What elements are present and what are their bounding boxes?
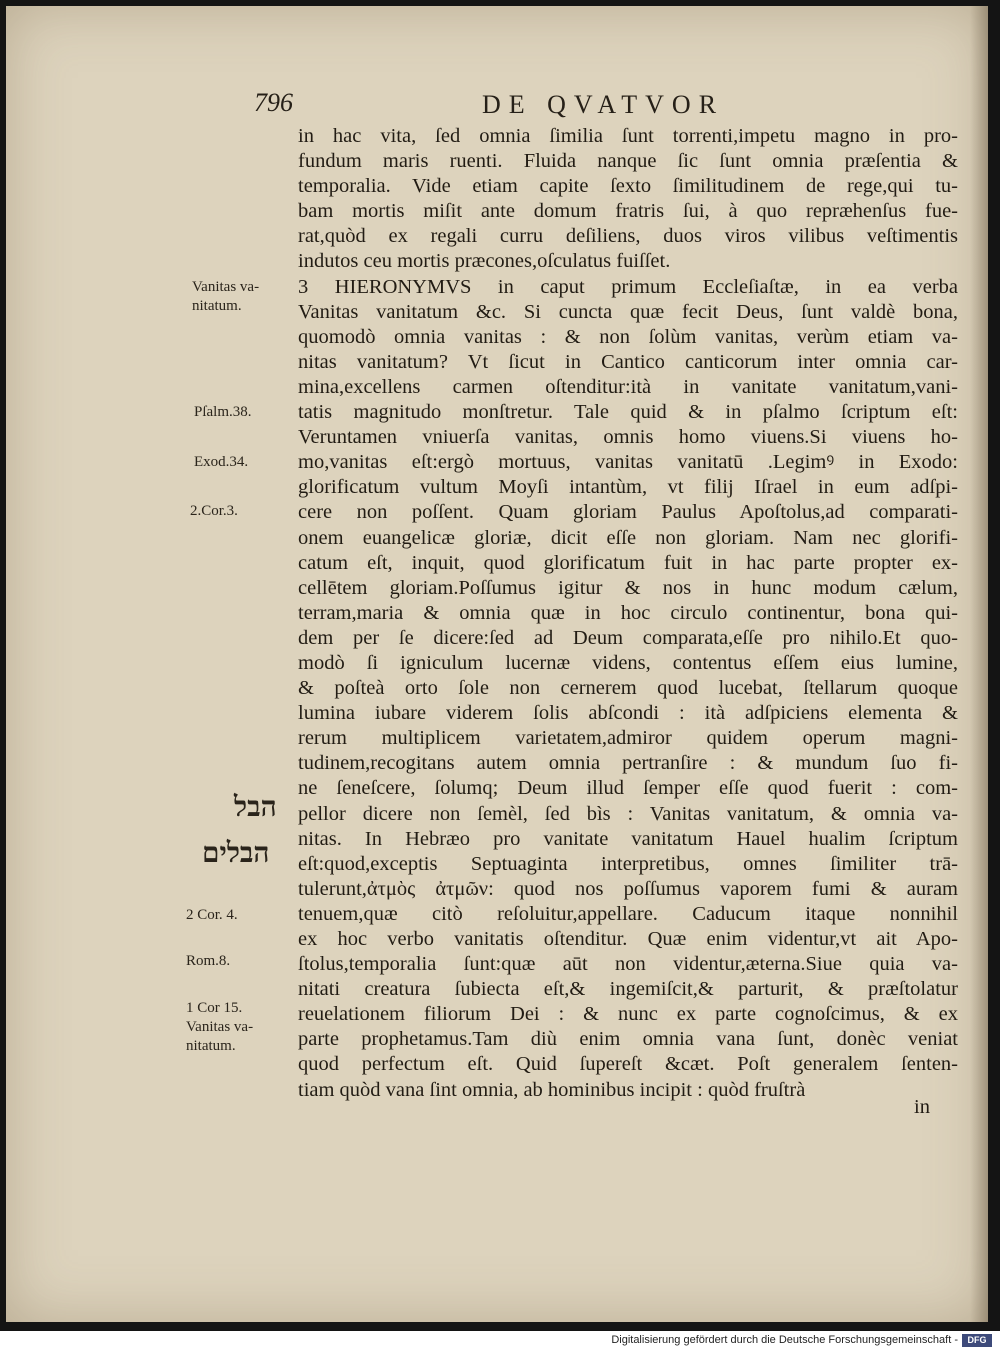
text-line: onem euangelicæ gloriæ, dicit eſſe non gloriam. Nam nec glorifi- [298, 526, 958, 549]
text-line: modò ſi igniculum lucernæ videns, contentus eſſem eius lumine, [298, 651, 958, 674]
text-line: fundum maris ruenti. Fluida nanque ſic ſunt omnia præſentia & [298, 150, 958, 173]
text-line: Veruntamen vniuerſa vanitas, omnis homo viuens.Si viuens ho- [298, 426, 958, 449]
margin-note-2cor-3: 2.Cor.3. [190, 503, 238, 519]
text-line: indutos ceu mortis præcones,oſculatus fuiſſet. [298, 250, 671, 273]
text-line: dem per ſe dicere:ſed ad Deum comparata,eſſe pro nihilo.Et quo- [298, 626, 958, 649]
dfg-logo: DFG [962, 1334, 992, 1347]
text-line: tiam quòd vana ſint omnia, ab hominibus incipit : quòd fruſtrà [298, 1078, 806, 1101]
margin-note-vanitas-2a: Vanitas va- [186, 1019, 254, 1035]
text-line: terram,maria & omnia quæ in hoc circulo continentur, bona qui- [298, 601, 958, 624]
text-line: pellor dicere non ſemèl, ſed bìs : Vanitas vanitatum, & omnia va- [298, 802, 958, 825]
margin-note-2cor-4: 2 Cor. 4. [186, 907, 238, 923]
page-edge-shadow [970, 6, 988, 1322]
text-line: in hac vita, ſed omnia ſimilia ſunt torrenti,impetu magno in pro- [298, 125, 958, 147]
text-line: ſtolus,temporalia ſunt:quæ aūt non videntur,æterna.Siue quia va- [298, 953, 958, 976]
page-header [6, 88, 988, 122]
text-line: Vanitas vanitatum &c. Si cuncta quæ fecit Deus, ſunt valdè bona, [298, 300, 958, 323]
main-text-block [298, 124, 958, 1103]
text-line: ne ſeneſcere, ſolumq; Deum illud ſemper eſſe quod fuerit : com- [298, 777, 958, 800]
text-line: lumina iubare viderem ſolis abſcondi : ità adſpiciens elementa & [298, 702, 958, 725]
text-line: catum eſt, inquit, quod glorificatum fuit in hac parte propter ex- [298, 551, 958, 574]
margin-note-vanitas-1b: nitatum. [192, 298, 242, 314]
margin-note-vanitas-1a: Vanitas va- [192, 279, 260, 295]
text-line: cellētem gloriam.Poſſumus igitur & nos in hunc modum cælum, [298, 576, 958, 599]
margin-note-1cor-15: 1 Cor 15. [186, 1000, 243, 1016]
text-line: 3 HIERONYMVS in caput primum Eccleſiaſtæ, in ea verba [298, 275, 958, 298]
text-line: quod perfectum eſt. Quid ſupereſt &cæt. Poſt generalem ſenten- [298, 1053, 958, 1076]
text-line: quomodò omnia vanitas : & non ſolùm vanitas, verùm etiam va- [298, 325, 958, 348]
text-line: parte prophetamus.Tam diù enim omnia vana ſunt, donèc veniat [298, 1028, 958, 1051]
margin-note-exodus: Exod.34. [194, 454, 249, 470]
running-head: DE QVATVOR [482, 90, 725, 119]
margin-note-romans: Rom.8. [186, 953, 231, 969]
text-line: & poſteà orto ſole non cernerem quod lucebat, ſtellarum quoque [298, 677, 958, 700]
text-line: tudinem,recogitans autem omnia pertranſire : & mundum ſuo fi- [298, 752, 958, 775]
text-line: eſt:quod,exceptis Septuaginta interpretibus, omnes ſimiliter trā- [298, 852, 958, 875]
text-line: cere non poſſent. Quam gloriam Paulus Apoſtolus,ad comparati- [298, 501, 958, 524]
text-line: glorificatum vultum Moyſi intantùm, vt filij Iſrael in eum adſpi- [298, 476, 958, 499]
margin-hebrew-havalim: הבלים [202, 838, 270, 869]
page-number: 796 [254, 88, 293, 117]
book-page [6, 6, 988, 1322]
catchword: in [914, 1096, 930, 1118]
text-line: reuelationem filiorum Dei : & nunc ex parte cognoſcimus, & ex [298, 1003, 958, 1026]
margin-note-psalm: Pſalm.38. [194, 404, 252, 420]
text-line: bam mortis miſit ante domum fratris ſui, à quo repræhenſus fue- [298, 200, 958, 223]
text-line: rat,quòd ex regali curru deſiliens, duos viros vilibus veſtimentis [298, 225, 958, 248]
text-line: mo,vanitas eſt:ergò mortuus, vanitas vanitatū .Legimꝰ in Exodo: [298, 451, 958, 474]
text-line: rerum multiplicem varietatem,admiror quidem operum magni- [298, 727, 958, 750]
text-line: tenuem,quæ citò reſoluitur,appellare. Caducum itaque nonnihil [298, 902, 958, 925]
text-line: ex hoc verbo vanitatis oſtenditur. Quæ enim videntur,vt ait Apo- [298, 928, 958, 950]
text-line: nitas. In Hebræo pro vanitate vanitatum Hauel hualim ſcriptum [298, 827, 958, 850]
funding-credit: Digitalisierung gefördert durch die Deutsche Forschungsgemeinschaft - [611, 1334, 958, 1346]
text-line: nitati creatura ſubiecta eſt,& ingemiſcit,& parturit, & præſtolatur [298, 978, 958, 1001]
text-line: nitas vanitatum? Vt ſicut in Cantico canticorum inter omnia car- [298, 350, 958, 373]
text-line: tatis magnitudo monſtretur. Tale quid & in pſalmo ſcriptum eſt: [298, 401, 958, 424]
text-line: tulerunt,ἀτμὸς ἀτμῶν: quod nos poſſumus vaporem fumi & auram [298, 877, 958, 900]
text-line: temporalia. Vide etiam capite ſexto ſimilitudinem de rege,qui tu- [298, 175, 958, 198]
margin-hebrew-hevel: הבל [234, 792, 277, 823]
margin-note-vanitas-2b: nitatum. [186, 1038, 236, 1054]
text-line: mina,excellens carmen oſtenditur:ità in vanitate vanitatum,vani- [298, 375, 958, 398]
digitization-footer [0, 1331, 1000, 1351]
